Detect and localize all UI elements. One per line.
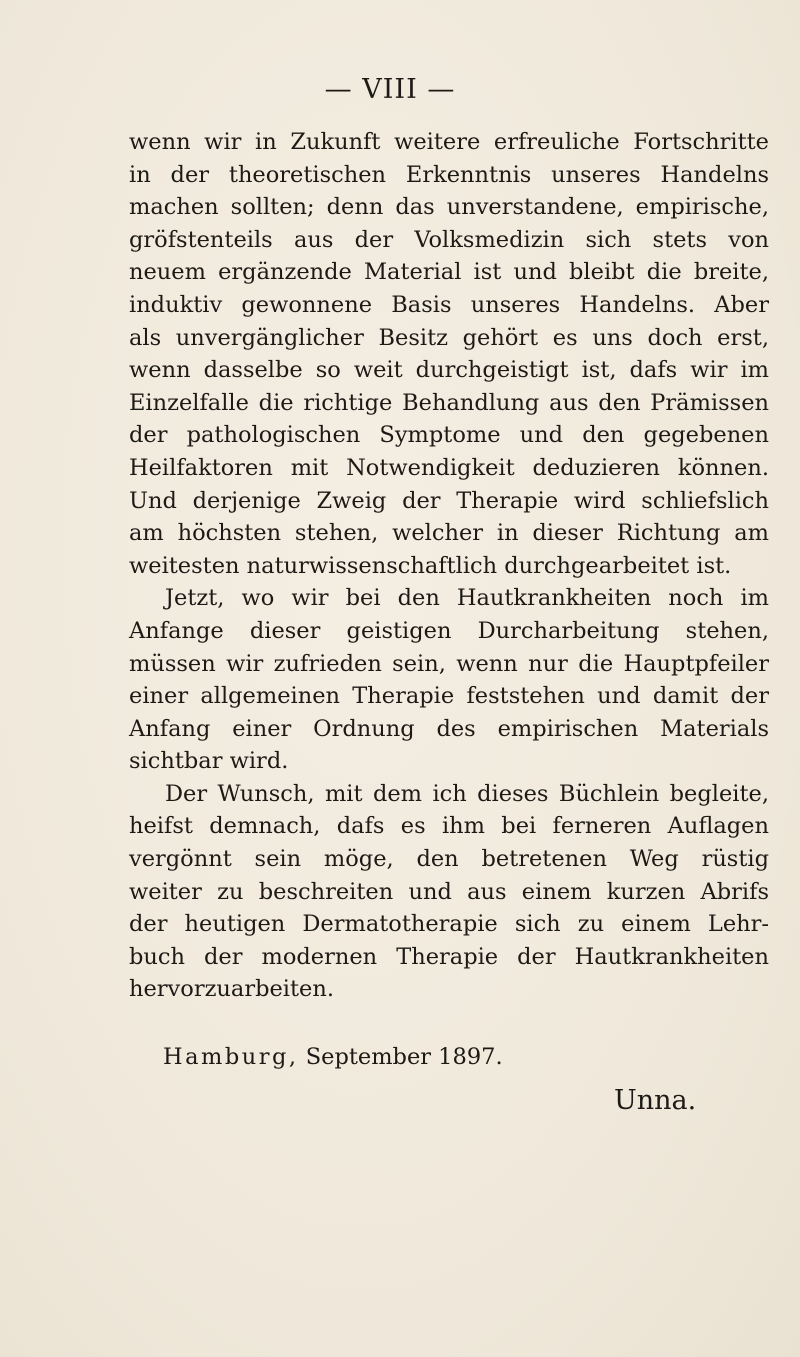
text-line: Anfange dieser geistigen Durcharbeitung stehen, [129,617,769,644]
text-line: buch der modernen Therapie der Hautkrankheiten [129,943,769,970]
text-line: wenn wir in Zukunft weitere erfreuliche Fortschritte [129,129,769,155]
dateline-place: Hamburg, [163,1044,299,1070]
text-line: am höchsten stehen, welcher in dieser Richtung am [129,520,769,547]
dateline-date: September 1897. [305,1044,503,1070]
text-line: gröfstenteils aus der Volksmedizin sich stets von [129,226,769,253]
preface-body [129,126,769,1006]
text-line: heifst demnach, dafs es ihm bei ferneren Auflagen [129,813,769,840]
paragraph [129,582,769,778]
text-line: vergönnt sein möge, den betretenen Weg rüstig [129,846,769,873]
text-line: Jetzt, wo wir bei den Hautkrankheiten noch im [165,585,769,612]
page-number: — VIII — [324,74,456,105]
text-line: sichtbar wird. [129,748,289,775]
paragraph [129,778,769,1006]
text-line: in der theoretischen Erkenntnis unseres Handelns [129,161,769,188]
text-line: Einzelfalle die richtige Behandlung aus den Prämissen [129,389,769,416]
text-line: der heutigen Dermatotherapie sich zu einem Lehr- [129,911,769,938]
text-line: weitesten naturwissenschaftlich durchgearbeitet ist. [129,552,732,579]
text-line: einer allgemeinen Therapie feststehen und damit der [129,683,769,710]
text-line: als unvergänglicher Besitz gehört es uns doch erst, [129,324,769,351]
text-line: Anfang einer Ordnung des empirischen Materials [129,715,769,742]
text-line: der pathologischen Symptome und den gegebenen [129,422,769,449]
text-line: Heilfaktoren mit Notwendigkeit deduzieren können. [129,454,769,481]
text-line: induktiv gewonnene Basis unseres Handelns. Aber [129,291,769,318]
text-line: neuem ergänzende Material ist und bleibt die breite, [129,259,769,286]
text-line: hervorzuarbeiten. [129,976,335,1003]
text-line: wenn dasselbe so weit durchgeistigt ist, dafs wir im [129,357,769,384]
text-line: weiter zu beschreiten und aus einem kurzen Abrifs [129,878,769,905]
text-line: Der Wunsch, mit dem ich dieses Büchlein begleite, [165,780,769,807]
text-line: Und derjenige Zweig der Therapie wird schliefslich [129,487,769,514]
author-signature: Unna. [614,1085,697,1116]
paragraph [129,126,769,582]
text-line: machen sollten; denn das unverstandene, empirische, [129,194,769,221]
text-line: müssen wir zufrieden sein, wenn nur die Hauptpfeiler [129,650,769,677]
dateline [163,1044,503,1070]
